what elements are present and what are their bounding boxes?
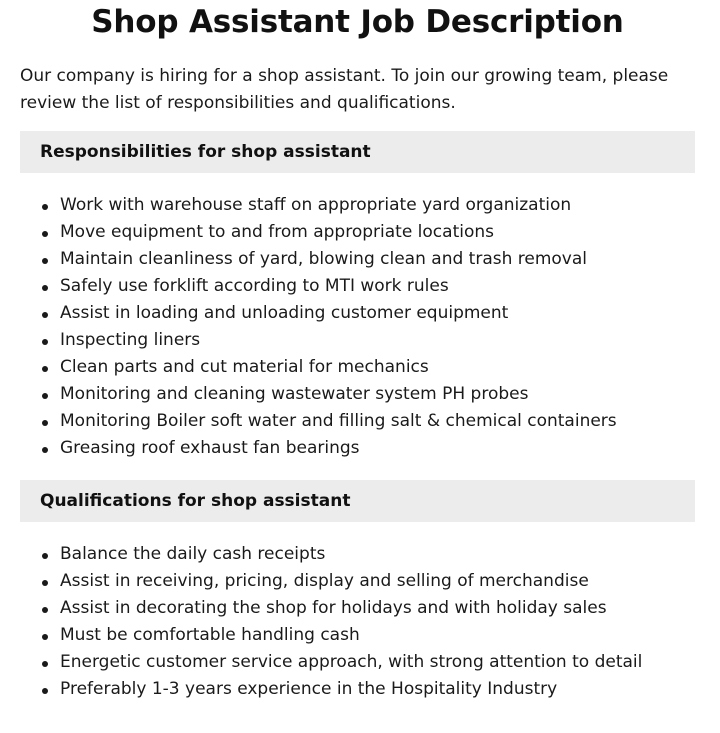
list-item: Assist in decorating the shop for holidays and with holiday sales — [60, 595, 695, 622]
list-item: Safely use forklift according to MTI work rules — [60, 273, 695, 300]
list-item: Inspecting liners — [60, 327, 695, 354]
qualifications-list — [20, 541, 695, 703]
list-item: Energetic customer service approach, with strong attention to detail — [60, 649, 695, 676]
intro-paragraph: Our company is hiring for a shop assistant. To join our growing team, please review the list of responsibilities and qualifications. — [20, 66, 669, 113]
page-title: Shop Assistant Job Description — [91, 4, 624, 40]
list-item: Balance the daily cash receipts — [60, 541, 695, 568]
responsibilities-heading: Responsibilities for shop assistant — [20, 131, 695, 173]
list-item: Preferably 1-3 years experience in the Hospitality Industry — [60, 676, 695, 703]
list-item: Clean parts and cut material for mechanics — [60, 354, 695, 381]
responsibilities-list — [20, 192, 695, 462]
list-item: Monitoring and cleaning wastewater system PH probes — [60, 381, 695, 408]
list-item: Monitoring Boiler soft water and filling salt & chemical containers — [60, 408, 695, 435]
list-item: Maintain cleanliness of yard, blowing clean and trash removal — [60, 246, 695, 273]
list-item: Work with warehouse staff on appropriate yard organization — [60, 192, 695, 219]
list-item: Assist in loading and unloading customer equipment — [60, 300, 695, 327]
list-item: Greasing roof exhaust fan bearings — [60, 435, 695, 462]
qualifications-heading: Qualifications for shop assistant — [20, 480, 695, 522]
list-item: Assist in receiving, pricing, display and selling of merchandise — [60, 568, 695, 595]
list-item: Move equipment to and from appropriate locations — [60, 219, 695, 246]
list-item: Must be comfortable handling cash — [60, 622, 695, 649]
